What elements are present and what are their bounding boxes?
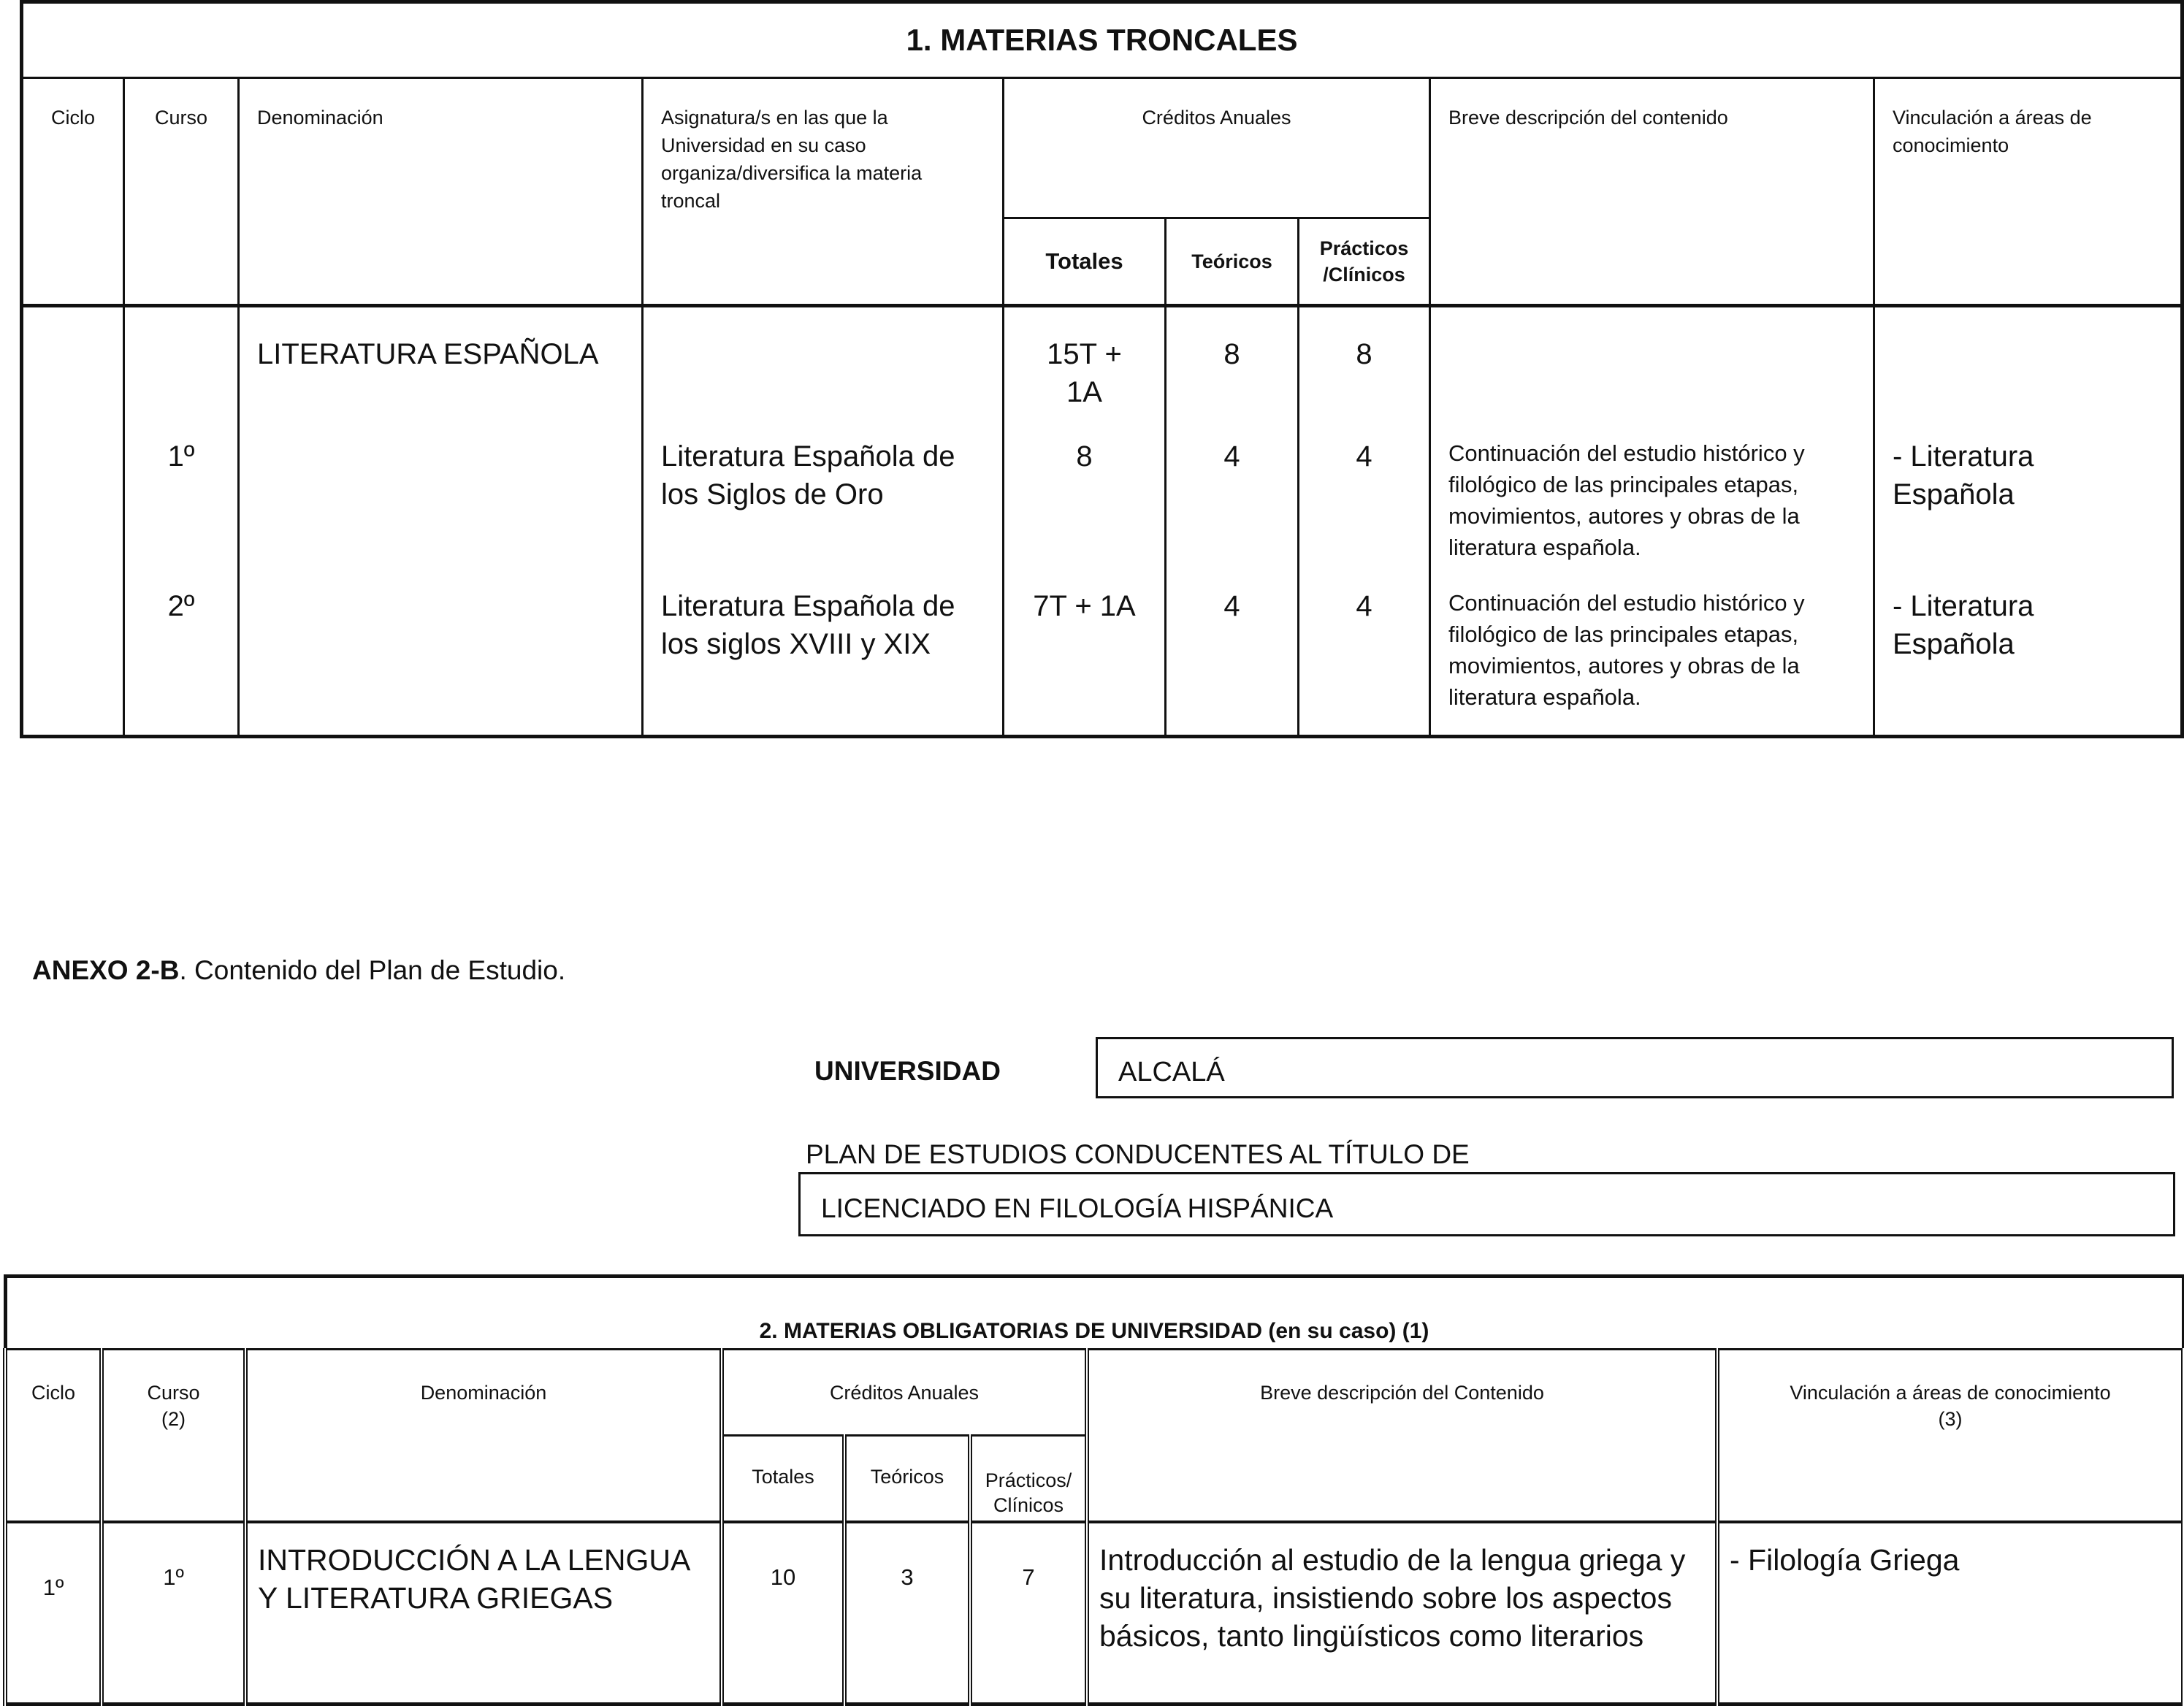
title-bold: 2. MATERIAS OBLIGATORIAS DE UNIVERSIDAD <box>759 1319 1263 1343</box>
row2-practicos: 4 <box>1299 587 1430 737</box>
row2-curso: 2º <box>124 587 239 737</box>
row1-vinculacion: - Filología Griega <box>1717 1522 2183 1705</box>
anexo-label: ANEXO 2-B <box>32 955 180 985</box>
row2-totales: 7T + 1A <box>1004 587 1166 737</box>
row1-practicos: 7 <box>970 1522 1087 1705</box>
header-totales: Totales <box>722 1436 844 1522</box>
obligatorias-table <box>3 1274 2184 1706</box>
header-practicos: Prácticos /Clínicos <box>1299 218 1430 306</box>
row1-teoricos: 3 <box>844 1522 970 1705</box>
header-denominacion: Denominación <box>245 1350 722 1522</box>
row1-totales: 10 <box>722 1522 844 1705</box>
header-descripcion: Breve descripción del Contenido <box>1087 1350 1717 1522</box>
header-denominacion: Denominación <box>239 78 643 306</box>
cell-denominacion <box>239 587 643 737</box>
header-curso-note: (2) <box>161 1408 186 1430</box>
header-vinculacion: Vinculación a áreas de conocimiento <box>1874 78 2183 306</box>
cell-denominacion <box>239 437 643 587</box>
row1-totales: 8 <box>1004 437 1166 587</box>
universidad-value: ALCALÁ <box>1096 1037 2174 1098</box>
row1-asignatura: Literatura Española de los Siglos de Oro <box>643 437 1004 587</box>
header-ciclo: Ciclo <box>22 78 124 306</box>
table-title <box>5 1277 2183 1350</box>
header-teoricos: Teóricos <box>844 1436 970 1522</box>
header-creditos: Créditos Anuales <box>722 1350 1087 1436</box>
materia-totales: 15T + 1A <box>1004 306 1166 437</box>
plan-value: LICENCIADO EN FILOLOGÍA HISPÁNICA <box>798 1172 2175 1236</box>
anexo-heading <box>32 955 565 986</box>
row2-vinculacion: - Literatura Española <box>1874 587 2183 737</box>
cell-ciclo <box>22 306 124 437</box>
header-vinculacion <box>1717 1350 2183 1522</box>
troncales-table <box>20 0 2184 738</box>
row2-teoricos: 4 <box>1166 587 1299 737</box>
header-asignaturas: Asignatura/s en las que la Universidad en su caso organiza/diversifica la materia troncal <box>643 78 1004 306</box>
row1-practicos: 4 <box>1299 437 1430 587</box>
title-rest: (en su caso) (1) <box>1262 1319 1429 1343</box>
cell-ciclo <box>22 437 124 587</box>
header-vinculacion-label: Vinculación a áreas de conocimiento <box>1790 1382 2111 1404</box>
row1-denominacion: INTRODUCCIÓN A LA LENGUA Y LITERATURA GRIEGAS <box>245 1522 722 1705</box>
header-vinculacion-note: (3) <box>1938 1408 1963 1430</box>
cell-curso <box>124 306 239 437</box>
header-descripcion: Breve descripción del contenido <box>1430 78 1874 306</box>
row1-ciclo: 1º <box>5 1522 102 1705</box>
row1-curso: 1º <box>124 437 239 587</box>
materia-denominacion: LITERATURA ESPAÑOLA <box>239 306 643 437</box>
row1-vinculacion: - Literatura Española <box>1874 437 2183 587</box>
header-practicos: Prácticos/ Clínicos <box>970 1436 1087 1522</box>
header-ciclo: Ciclo <box>5 1350 102 1522</box>
row1-teoricos: 4 <box>1166 437 1299 587</box>
materia-teoricos: 8 <box>1166 306 1299 437</box>
row2-descripcion: Continuación del estudio histórico y filológico de las principales etapas, movimientos, autores y obras de la literatura española. <box>1430 587 1874 737</box>
header-teoricos: Teóricos <box>1166 218 1299 306</box>
row1-descripcion: Continuación del estudio histórico y filológico de las principales etapas, movimientos, autores y obras de la literatura española. <box>1430 437 1874 587</box>
row1-descripcion: Introducción al estudio de la lengua griega y su literatura, insistiendo sobre los aspectos básicos, tanto lingüísticos como literarios <box>1087 1522 1717 1705</box>
header-curso: Curso <box>124 78 239 306</box>
cell-vinculacion <box>1874 306 2183 437</box>
header-creditos: Créditos Anuales <box>1004 78 1430 218</box>
header-totales: Totales <box>1004 218 1166 306</box>
row2-asignatura: Literatura Española de los siglos XVIII y XIX <box>643 587 1004 737</box>
universidad-label: UNIVERSIDAD <box>814 1056 1001 1086</box>
header-curso-label: Curso <box>147 1382 200 1404</box>
header-curso <box>102 1350 245 1522</box>
cell-descripcion <box>1430 306 1874 437</box>
anexo-text: . Contenido del Plan de Estudio. <box>179 955 566 985</box>
materia-practicos: 8 <box>1299 306 1430 437</box>
table-title: 1. MATERIAS TRONCALES <box>22 2 2183 78</box>
cell-asignatura <box>643 306 1004 437</box>
row1-curso: 1º <box>102 1522 245 1705</box>
plan-label: PLAN DE ESTUDIOS CONDUCENTES AL TÍTULO DE <box>806 1139 1470 1169</box>
cell-ciclo <box>22 587 124 737</box>
